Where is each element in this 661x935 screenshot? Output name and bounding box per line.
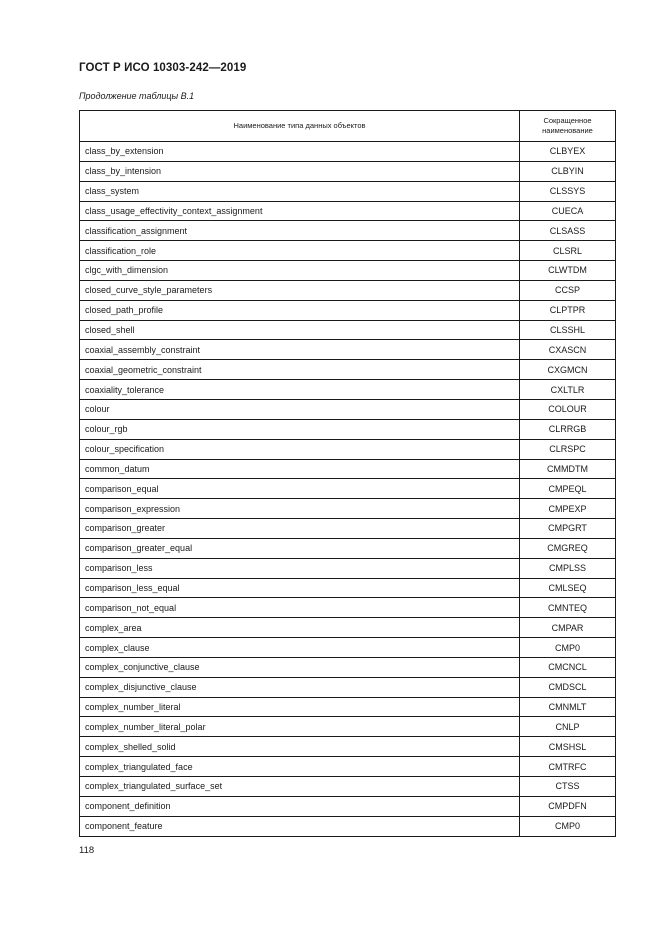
entity-name-cell: comparison_less: [80, 558, 520, 578]
table-row: [80, 657, 616, 677]
table-row: [80, 737, 616, 757]
entity-name-cell: comparison_greater: [80, 519, 520, 539]
entity-name-cell: colour: [80, 399, 520, 419]
table-row: [80, 558, 616, 578]
short-name-cell: CMPEQL: [520, 479, 616, 499]
short-name-cell: CMPGRT: [520, 519, 616, 539]
short-name-cell: CTSS: [520, 777, 616, 797]
entity-name-cell: complex_disjunctive_clause: [80, 677, 520, 697]
table-row: [80, 578, 616, 598]
table-row: [80, 499, 616, 519]
short-name-cell: CXGMCN: [520, 360, 616, 380]
entity-name-cell: colour_rgb: [80, 419, 520, 439]
table-row: [80, 142, 616, 162]
short-name-cell: CMGREQ: [520, 538, 616, 558]
table-row: [80, 757, 616, 777]
entity-name-cell: component_feature: [80, 816, 520, 836]
short-name-cell: CMNMLT: [520, 697, 616, 717]
short-name-cell: CLSRL: [520, 241, 616, 261]
short-name-cell: CMPAR: [520, 618, 616, 638]
table-row: [80, 201, 616, 221]
table-row: [80, 479, 616, 499]
entity-name-cell: comparison_less_equal: [80, 578, 520, 598]
page-number: 118: [79, 845, 95, 856]
table-row: [80, 796, 616, 816]
short-name-cell: CMLSEQ: [520, 578, 616, 598]
table-row: [80, 538, 616, 558]
short-name-cell: CMDSCL: [520, 677, 616, 697]
entity-name-cell: complex_shelled_solid: [80, 737, 520, 757]
short-name-cell: CMP0: [520, 638, 616, 658]
entity-name-cell: colour_specification: [80, 439, 520, 459]
entity-name-cell: coaxial_geometric_constraint: [80, 360, 520, 380]
entity-name-cell: complex_area: [80, 618, 520, 638]
entity-name-cell: coaxiality_tolerance: [80, 380, 520, 400]
entity-name-cell: class_usage_effectivity_context_assignment: [80, 201, 520, 221]
table-row: [80, 717, 616, 737]
table-row: [80, 519, 616, 539]
entity-name-cell: comparison_expression: [80, 499, 520, 519]
table-row: [80, 241, 616, 261]
entity-name-cell: complex_triangulated_face: [80, 757, 520, 777]
entity-name-cell: component_definition: [80, 796, 520, 816]
table-row: [80, 439, 616, 459]
entity-name-cell: common_datum: [80, 459, 520, 479]
entity-name-cell: complex_number_literal_polar: [80, 717, 520, 737]
table-row: [80, 399, 616, 419]
short-name-cell: CMTRFC: [520, 757, 616, 777]
column-header-abbr-line1: Сокращенное: [543, 116, 592, 125]
table-row: [80, 697, 616, 717]
table-row: [80, 459, 616, 479]
column-header-abbr: [520, 111, 616, 142]
table-row: [80, 161, 616, 181]
short-name-cell: CLBYEX: [520, 142, 616, 162]
entity-name-cell: complex_clause: [80, 638, 520, 658]
short-name-cell: CMMDTM: [520, 459, 616, 479]
short-name-cell: CUECA: [520, 201, 616, 221]
short-name-cell: CNLP: [520, 717, 616, 737]
short-name-cell: COLOUR: [520, 399, 616, 419]
short-name-cell: CLRSPC: [520, 439, 616, 459]
table-row: [80, 261, 616, 281]
table-row: [80, 380, 616, 400]
short-name-cell: CMP0: [520, 816, 616, 836]
column-header-abbr-line2: наименование: [542, 126, 593, 135]
table-row: [80, 221, 616, 241]
short-name-cell: CMPDFN: [520, 796, 616, 816]
table-row: [80, 816, 616, 836]
table-row: [80, 638, 616, 658]
entity-name-cell: clgc_with_dimension: [80, 261, 520, 281]
entity-name-cell: closed_path_profile: [80, 300, 520, 320]
table-row: [80, 340, 616, 360]
short-name-cell: CLRRGB: [520, 419, 616, 439]
table-row: [80, 320, 616, 340]
short-name-cell: CMCNCL: [520, 657, 616, 677]
short-name-cell: CLWTDM: [520, 261, 616, 281]
table-row: [80, 618, 616, 638]
table-row: [80, 360, 616, 380]
entity-name-cell: classification_role: [80, 241, 520, 261]
entity-name-cell: class_system: [80, 181, 520, 201]
table-row: [80, 181, 616, 201]
table-caption: Продолжение таблицы B.1: [79, 91, 195, 101]
table-row: [80, 677, 616, 697]
entity-name-cell: comparison_not_equal: [80, 598, 520, 618]
column-header-name: Наименование типа данных объектов: [80, 111, 520, 142]
table-header-row: [80, 111, 616, 142]
entity-name-cell: closed_shell: [80, 320, 520, 340]
short-name-cell: CMSHSL: [520, 737, 616, 757]
short-name-cell: CLPTPR: [520, 300, 616, 320]
table-row: [80, 280, 616, 300]
short-name-cell: CCSP: [520, 280, 616, 300]
short-name-cell: CLSASS: [520, 221, 616, 241]
table-row: [80, 777, 616, 797]
entity-name-cell: complex_triangulated_surface_set: [80, 777, 520, 797]
entity-name-cell: closed_curve_style_parameters: [80, 280, 520, 300]
data-types-table: [79, 110, 616, 837]
short-name-cell: CLBYIN: [520, 161, 616, 181]
short-name-cell: CMPEXP: [520, 499, 616, 519]
entity-name-cell: complex_conjunctive_clause: [80, 657, 520, 677]
entity-name-cell: class_by_intension: [80, 161, 520, 181]
short-name-cell: CMNTEQ: [520, 598, 616, 618]
table-row: [80, 300, 616, 320]
table-row: [80, 419, 616, 439]
document-header: ГОСТ Р ИСО 10303-242—2019: [79, 62, 247, 74]
entity-name-cell: comparison_greater_equal: [80, 538, 520, 558]
short-name-cell: CLSSHL: [520, 320, 616, 340]
table-row: [80, 598, 616, 618]
entity-name-cell: coaxial_assembly_constraint: [80, 340, 520, 360]
table-body: [80, 142, 616, 837]
entity-name-cell: comparison_equal: [80, 479, 520, 499]
entity-name-cell: classification_assignment: [80, 221, 520, 241]
short-name-cell: CXASCN: [520, 340, 616, 360]
short-name-cell: CXLTLR: [520, 380, 616, 400]
entity-name-cell: complex_number_literal: [80, 697, 520, 717]
short-name-cell: CMPLSS: [520, 558, 616, 578]
short-name-cell: CLSSYS: [520, 181, 616, 201]
entity-name-cell: class_by_extension: [80, 142, 520, 162]
